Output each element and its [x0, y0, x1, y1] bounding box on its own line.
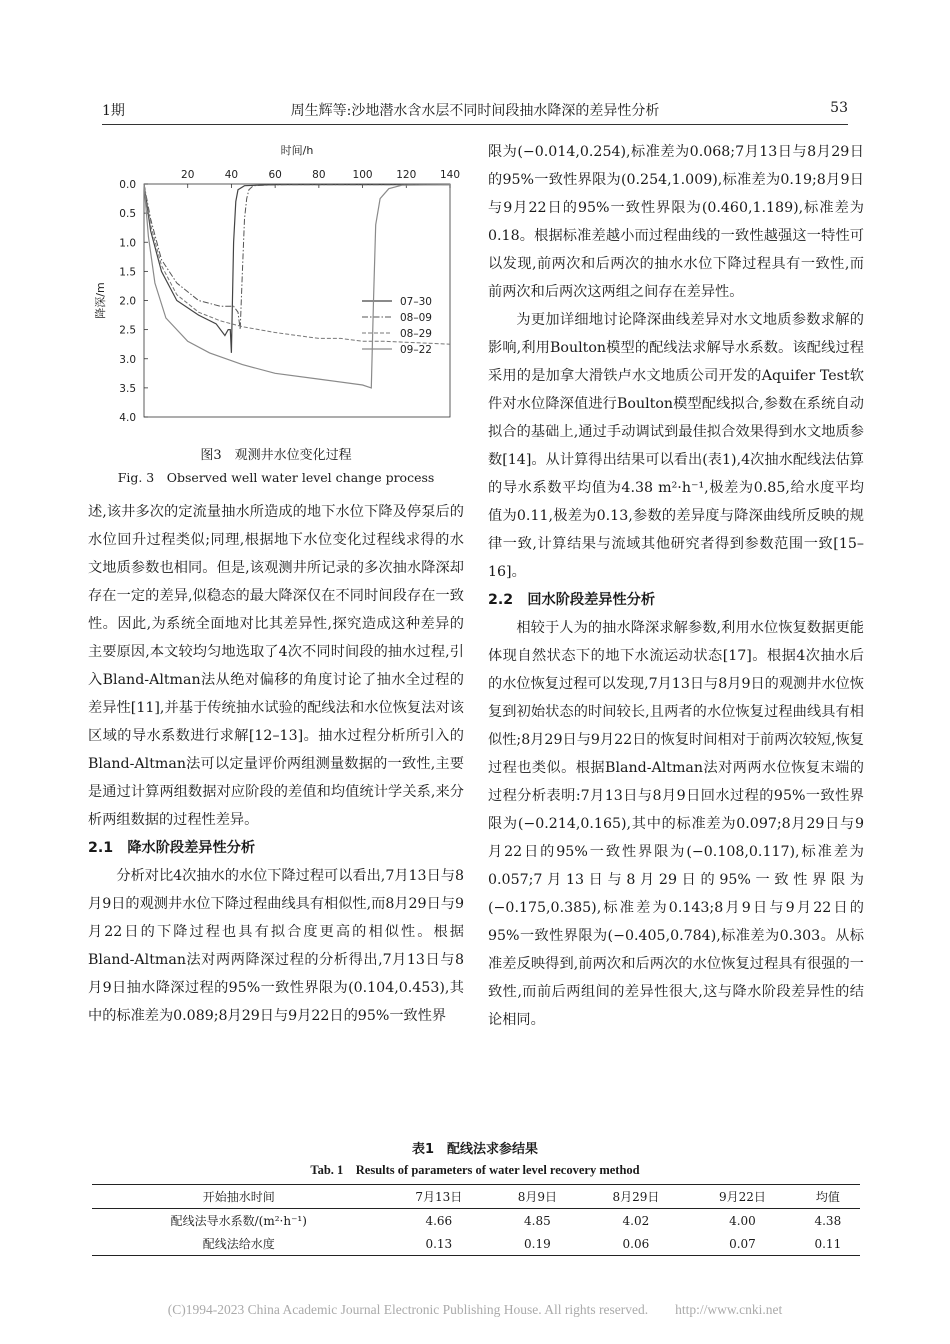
table-header-cell: 8月29日 — [612, 1190, 660, 1204]
y-tick-label: 0.0 — [119, 179, 136, 191]
table-cell: 0.07 — [729, 1236, 756, 1251]
y-tick-label: 1.5 — [119, 266, 136, 279]
table-row — [92, 1232, 860, 1256]
series-line-09–22 — [144, 184, 450, 388]
y-tick-label: 1.0 — [119, 237, 136, 250]
legend-label: 09–22 — [400, 344, 432, 356]
table-cell: 配线法导水系数/(m²·h⁻¹) — [170, 1214, 307, 1228]
paragraph: 限为(−0.014,0.254),标准差为0.068;7月13日与8月29日的95%一致性界限为(0.254,1.009),标准差为0.19;8月9日与9月22日的95%一致性界限为(0.460,1.189),标准差为0.18。根据标准差越小而过程曲线的一致性越强这一特性可以发现,前两次和后两次的抽水水位下降过程具有一致性,而前两次和后两次这两组之间存在差异性。 — [488, 144, 864, 300]
y-tick-label: 4.0 — [119, 412, 136, 424]
x-tick-label: 120 — [396, 169, 417, 181]
table-cell: 配线法给水度 — [202, 1237, 275, 1251]
right-column — [488, 138, 864, 1034]
table-header-cell: 9月22日 — [718, 1190, 766, 1204]
page-number: 53 — [830, 100, 848, 116]
y-tick-label: 2.0 — [119, 295, 136, 308]
table-cell: 0.11 — [814, 1236, 842, 1251]
copyright-footer: (C)1994-2023 China Academic Journal Electronic Publishing House. All rights reserved. http://www.cnki.net — [167, 1302, 783, 1317]
table-cell: 0.19 — [524, 1236, 551, 1251]
table-caption-en: Tab. 1 Results of parameters of water level recovery method — [310, 1163, 640, 1177]
table-header-cell: 均值 — [815, 1190, 840, 1204]
x-tick-label: 140 — [439, 169, 461, 181]
running-title: 周生辉等:沙地潜水含水层不同时间段抽水降深的差异性分析 — [290, 103, 660, 119]
table-cell: 4.00 — [729, 1213, 756, 1228]
paragraph: 述,该井多次的定流量抽水所造成的地下水位下降及停泵后的水位回升过程类似;同理,根据地下水位变化过程线求得的水文地质参数也相同。但是,该观测井所记录的多次抽水降深却存在一定的差异,似稳态的最大降深仅在不同时间段存在一致性。因此,为系统全面地对比其差异性,探究造成这种差异的主要原因,本文较均匀地选取了4次不同时间段的抽水过程,引入Bland-Altman法从绝对偏移的角度讨论了抽水全过程的差异性[11],并基于传统抽水试验的配线法和水位恢复法对该区域的导水系数进行求解[12–13]。抽水过程分析所引入的Bland-Altman法可以定量评价两组测量数据的一致性,主要是通过计算两组数据对应阶段的差值和均值统计学关系,来分析两组数据的过程性差异。 — [88, 504, 464, 828]
table-header-cell: 开始抽水时间 — [202, 1190, 275, 1204]
table-cell: 4.02 — [622, 1213, 650, 1228]
legend-label: 07–30 — [400, 296, 432, 308]
issue-label: 1期 — [102, 103, 125, 119]
table-header-cell: 7月13日 — [415, 1190, 463, 1204]
x-tick-label: 40 — [224, 169, 239, 181]
x-axis-label: 时间/h — [280, 144, 314, 157]
table-header-row — [92, 1185, 860, 1209]
table-caption-cn: 表1 配线法求参结果 — [411, 1142, 539, 1157]
figure-caption-cn: 图3 观测井水位变化过程 — [200, 448, 352, 463]
x-tick-label: 100 — [352, 169, 373, 181]
table-cell: 0.13 — [425, 1236, 453, 1251]
x-tick-label: 60 — [268, 169, 282, 181]
left-column — [88, 498, 464, 1030]
table-cell: 0.06 — [622, 1236, 650, 1251]
y-tick-label: 3.5 — [119, 382, 136, 395]
legend-label: 08–29 — [400, 328, 432, 340]
y-tick-label: 3.0 — [119, 353, 136, 366]
figure-caption-en: Fig. 3 Observed well water level change process — [117, 470, 435, 485]
y-axis-label: 降深/m — [94, 282, 107, 319]
section-heading-2-1: 2.1 降水阶段差异性分析 — [88, 840, 256, 856]
y-tick-label: 2.5 — [119, 324, 136, 337]
paragraph: 为更加详细地讨论降深曲线差异对水文地质参数求解的影响,利用Boulton模型的配线法求解导水系数。该配线过程采用的是加拿大滑铁卢水文地质公司开发的Aquifer Test软件对水位降深值进行Boulton模型配线拟合,参数在系统自动拟合的基础上,通过手动调试到最佳拟合效果得到水文地质参数[14]。从计算得出结果可以看出(表1),4次抽水配线法估算的导水系数平均值为4.38 m²·h⁻¹,极差为0.85,给水度平均值为0.11,极差为0.13,参数的差异度与降深曲线所反映的规律一致,计算结果与流域其他研究者得到参数范围一致[15–16]。 — [488, 312, 864, 580]
x-tick-label: 80 — [312, 169, 326, 181]
table-row — [92, 1209, 860, 1233]
table-cell: 4.38 — [814, 1213, 842, 1228]
paragraph: 分析对比4次抽水的水位下降过程可以看出,7月13日与8月9日的观测井水位下降过程曲线具有相似性,而8月29日与9月22日的下降过程也具有拟合度更高的相似性。根据Bland-Altman法对两两降深过程的分析得出,7月13日与8月9日抽水降深过程的95%一致性界限为(0.104,0.453),其中的标准差为0.089;8月29日与9月22日的95%一致性界 — [88, 868, 464, 1024]
table-cell: 4.85 — [524, 1213, 551, 1228]
paragraph: 相较于人为的抽水降深求解参数,利用水位恢复数据更能体现自然状态下的地下水流运动状态[17]。根据4次抽水后的水位恢复过程可以发现,7月13日与8月9日的观测井水位恢复到初始状态的时间较长,且两者的水位恢复过程曲线具有相似性;8月29日与9月22日的恢复时间相对于前两次较短,恢复过程也类似。根据Bland-Altman法对两两水位恢复末端的过程分析表明:7月13日与8月9日回水过程的95%一致性界限为(−0.214,0.165),其中的标准差为0.097;8月29日与9月22日的95%一致性界限为(−0.108,0.117),标准差为0.057;7月13日与8月29日的95%一致性界限为(−0.175,0.385),标准差为0.143;8月9日与9月22日的95%一致性界限为(−0.405,0.784),标准差为0.303。从标准差反映得到,前两次和后两次的水位恢复过程具有很强的一致性,而前后两组间的差异性很大,这与降水阶段差异性的结论相同。 — [488, 620, 864, 1028]
table-cell: 4.66 — [425, 1213, 453, 1228]
y-tick-label: 0.5 — [119, 208, 136, 221]
x-tick-label: 20 — [181, 169, 195, 181]
legend-label: 08–09 — [400, 312, 432, 324]
figure-3-chart — [92, 134, 462, 464]
header-rule — [102, 124, 848, 125]
section-heading-2-2: 2.2 回水阶段差异性分析 — [488, 592, 656, 608]
table-1 — [92, 1184, 860, 1256]
table-header-cell: 8月9日 — [517, 1190, 558, 1204]
